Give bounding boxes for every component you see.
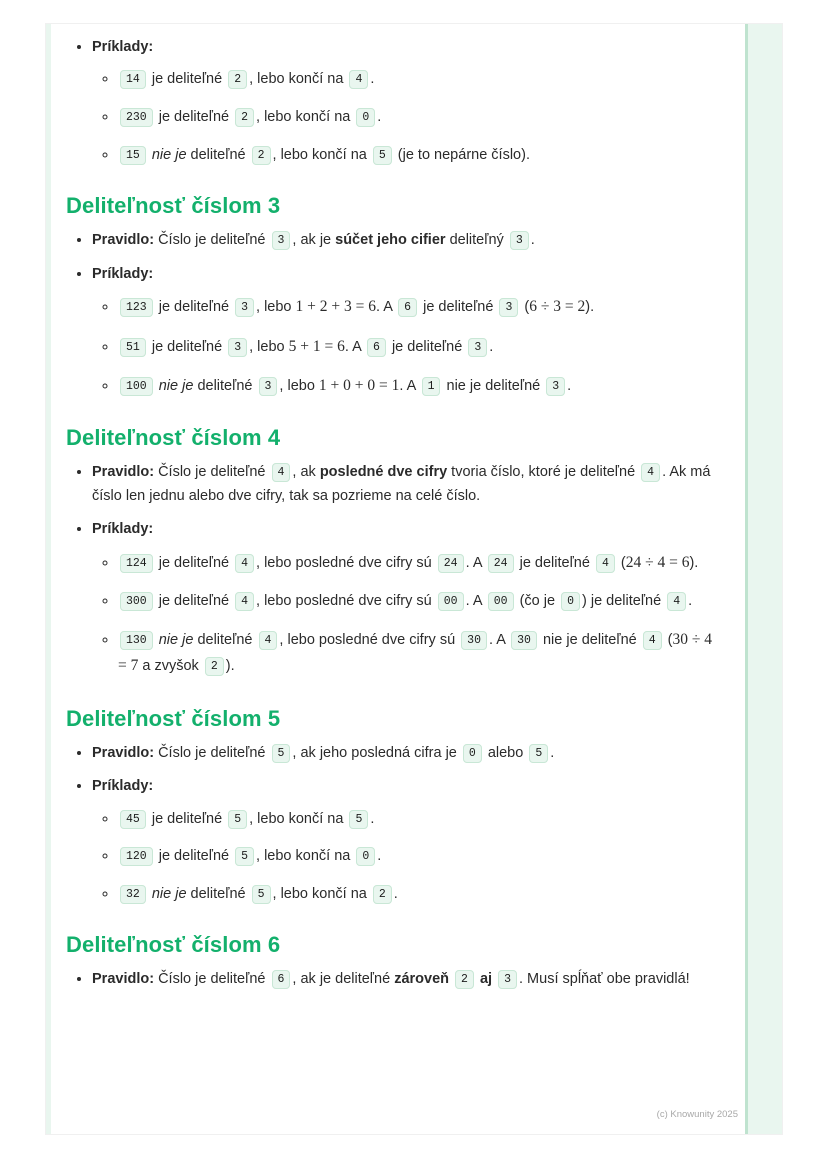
number-chip: 4 (596, 554, 615, 573)
body-text: , lebo posledné dve cifry sú (256, 593, 436, 610)
example-item (118, 143, 714, 168)
body-text: , lebo (279, 378, 319, 395)
body-text: a zvyšok (138, 658, 203, 675)
bullet-list (66, 229, 714, 399)
body-text: , ak je deliteľné (292, 971, 395, 988)
emphasis-text: Pravidlo: (92, 744, 155, 761)
body-text: . (370, 71, 375, 88)
number-chip: 100 (120, 377, 153, 396)
body-text (449, 971, 453, 987)
number-chip: 2 (252, 146, 271, 165)
examples-label: Príklady: (92, 521, 154, 538)
body-text: , lebo posledné dve cifry sú (256, 554, 436, 571)
body-text: Číslo je deliteľné (154, 464, 270, 481)
body-text: je deliteľné (154, 593, 234, 610)
list-item (92, 742, 714, 765)
examples-label: Príklady: (92, 39, 154, 55)
examples-label: Príklady: (92, 265, 154, 282)
number-chip: 2 (228, 70, 247, 89)
body-text: ( (520, 299, 530, 316)
number-chip: 00 (488, 592, 514, 611)
example-item (118, 105, 714, 130)
body-text: deliteľné (197, 378, 257, 395)
number-chip: 4 (235, 554, 254, 573)
number-chip: 4 (643, 631, 662, 650)
number-chip: 4 (667, 592, 686, 611)
emphasis-text: aj (479, 971, 493, 988)
number-chip: 00 (438, 592, 464, 611)
number-chip: 0 (356, 847, 375, 866)
number-chip: 24 (488, 554, 514, 573)
body-text: ( (663, 631, 673, 648)
math-expression: 30 ÷ 4 = 7 (118, 630, 713, 675)
number-chip: 4 (349, 70, 368, 89)
number-chip: 123 (120, 298, 153, 317)
body-text: , lebo končí na (272, 885, 371, 902)
body-text: . (393, 885, 398, 902)
copyright-footer: (c) Knowunity 2025 (656, 1109, 738, 1120)
number-chip: 4 (641, 463, 660, 482)
example-item (118, 334, 714, 360)
body-text: . A (465, 593, 486, 610)
body-text: . (377, 109, 382, 126)
bullet-list (66, 461, 714, 679)
number-chip: 3 (498, 970, 517, 989)
number-chip: 3 (468, 338, 487, 357)
number-chip: 32 (120, 885, 146, 904)
italic-text: nie je (154, 378, 198, 395)
body-text: . (688, 593, 693, 610)
number-chip: 3 (546, 377, 565, 396)
italic-text: nie je (147, 146, 191, 163)
number-chip: 15 (120, 146, 146, 165)
body-text: je deliteľné (154, 109, 234, 126)
math-expression: 5 + 1 = 6 (288, 337, 345, 355)
page-left-accent-bar (46, 24, 51, 1134)
body-text: . Ak má číslo len jednu alebo dve cifry, tak sa pozrieme na celé číslo. (92, 464, 711, 504)
example-item (118, 589, 714, 614)
math-expression: 1 + 2 + 3 = 6 (295, 298, 376, 316)
emphasis-text: Pravidlo: (92, 464, 155, 481)
body-text: deliteľné (197, 631, 257, 648)
body-text: . (377, 848, 382, 865)
list-item (92, 968, 714, 991)
body-text: , lebo končí na (256, 109, 355, 126)
body-text: . A (465, 554, 486, 571)
number-chip: 2 (455, 970, 474, 989)
body-text: je deliteľné (154, 299, 234, 316)
example-item (118, 627, 714, 680)
list-item (92, 36, 714, 167)
number-chip: 3 (499, 298, 518, 317)
section-heading: Deliteľnosť číslom 6 (66, 932, 281, 958)
body-text: ). (225, 658, 235, 675)
number-chip: 3 (228, 338, 247, 357)
body-text: nie je deliteľné (538, 631, 641, 648)
number-chip: 4 (235, 592, 254, 611)
body-text: je deliteľné (147, 338, 227, 355)
number-chip: 5 (529, 744, 548, 763)
list-item (92, 461, 714, 508)
body-text: . A (488, 631, 510, 648)
number-chip: 14 (120, 70, 146, 89)
body-text: . (370, 810, 375, 827)
number-chip: 45 (120, 810, 146, 829)
number-chip: 6 (367, 338, 386, 357)
number-chip: 2 (235, 108, 254, 127)
body-text: . (530, 232, 535, 249)
body-text (492, 971, 496, 987)
example-sublist (92, 807, 714, 907)
emphasis-text: zároveň (394, 971, 449, 988)
body-text: Číslo je deliteľné (154, 744, 270, 761)
number-chip: 51 (120, 338, 146, 357)
body-text: tvoria číslo, ktoré je deliteľné (447, 464, 640, 481)
body-text: . A (376, 299, 397, 316)
number-chip: 0 (463, 744, 482, 763)
number-chip: 2 (373, 885, 392, 904)
body-text: , ak jeho posledná cifra je (292, 744, 461, 761)
body-text: nie je deliteľné (442, 378, 545, 395)
example-sublist (92, 294, 714, 399)
body-text: ) je deliteľné (581, 593, 666, 610)
emphasis-text: súčet jeho cifier (335, 232, 446, 249)
number-chip: 1 (422, 377, 441, 396)
number-chip: 230 (120, 108, 153, 127)
body-text: Číslo je deliteľné (154, 971, 270, 988)
body-text: je deliteľné (387, 338, 467, 355)
number-chip: 0 (561, 592, 580, 611)
body-text: alebo (483, 744, 528, 761)
body-text: , lebo posledné dve cifry sú (279, 631, 460, 648)
example-item (118, 807, 714, 832)
body-text: deliteľné (190, 146, 250, 163)
body-text: . A (344, 338, 366, 355)
bullet-list (66, 36, 714, 167)
body-text: . (567, 378, 572, 395)
example-item (118, 844, 714, 869)
number-chip: 30 (511, 631, 537, 650)
section-heading: Deliteľnosť číslom 3 (66, 193, 281, 219)
number-chip: 5 (235, 847, 254, 866)
emphasis-text: Pravidlo: (92, 971, 155, 988)
body-text: , lebo (256, 299, 296, 316)
number-chip: 6 (272, 970, 291, 989)
math-expression: 1 + 0 + 0 = 1 (318, 377, 400, 395)
body-text: Číslo je deliteľné (154, 232, 270, 249)
body-text: deliteľný (445, 232, 508, 249)
math-expression: 6 ÷ 3 = 2 (529, 298, 586, 316)
body-text: . Musí spĺňať obe pravidlá! (519, 971, 690, 988)
example-sublist (92, 550, 714, 680)
number-chip: 5 (252, 885, 271, 904)
body-text: . (489, 338, 494, 355)
body-text: ). (585, 299, 595, 316)
body-text: (je to nepárne číslo). (393, 146, 530, 163)
number-chip: 120 (120, 847, 153, 866)
number-chip: 2 (205, 657, 224, 676)
number-chip: 5 (349, 810, 368, 829)
number-chip: 0 (356, 108, 375, 127)
document-page (46, 24, 782, 1134)
body-text: ( (616, 554, 626, 571)
examples-label: Príklady: (92, 778, 154, 795)
number-chip: 3 (259, 377, 278, 396)
italic-text: nie je (154, 631, 198, 648)
number-chip: 3 (272, 231, 291, 250)
body-text: deliteľné (190, 885, 250, 902)
body-text: , ak je (292, 232, 336, 249)
example-item (118, 67, 714, 92)
body-text: , lebo končí na (249, 810, 348, 827)
page-right-accent-bar (748, 24, 782, 1134)
body-text: , lebo končí na (256, 848, 355, 865)
section-heading: Deliteľnosť číslom 5 (66, 705, 281, 731)
number-chip: 5 (228, 810, 247, 829)
number-chip: 5 (373, 146, 392, 165)
list-item (92, 518, 714, 679)
body-text: . A (399, 378, 420, 395)
number-chip: 30 (461, 631, 487, 650)
bullet-list (66, 968, 714, 991)
body-text: . (550, 744, 555, 761)
section-heading: Deliteľnosť číslom 4 (66, 425, 281, 451)
example-item (118, 550, 714, 576)
list-item (92, 775, 714, 906)
example-item (118, 373, 714, 399)
number-chip: 4 (272, 463, 291, 482)
body-text: je deliteľné (147, 71, 227, 88)
example-sublist (92, 67, 714, 167)
body-text: , lebo (249, 338, 289, 355)
document-content (66, 36, 714, 1002)
bullet-list (66, 742, 714, 907)
body-text: je deliteľné (147, 810, 227, 827)
number-chip: 130 (120, 631, 153, 650)
body-text: ). (689, 554, 699, 571)
body-text: , lebo končí na (249, 71, 348, 88)
emphasis-text: posledné dve cifry (319, 464, 448, 481)
body-text: , ak (292, 464, 320, 481)
number-chip: 5 (272, 744, 291, 763)
number-chip: 300 (120, 592, 153, 611)
list-item (92, 229, 714, 252)
emphasis-text: Pravidlo: (92, 232, 155, 249)
number-chip: 3 (510, 231, 529, 250)
list-item (92, 263, 714, 400)
body-text: je deliteľné (515, 554, 594, 571)
number-chip: 3 (235, 298, 254, 317)
body-text: je deliteľné (154, 554, 234, 571)
number-chip: 4 (259, 631, 278, 650)
body-text: , lebo končí na (272, 146, 371, 163)
number-chip: 124 (120, 554, 153, 573)
example-item (118, 294, 714, 320)
example-item (118, 882, 714, 907)
body-text: (čo je (515, 593, 560, 610)
italic-text: nie je (147, 885, 191, 902)
number-chip: 24 (438, 554, 464, 573)
number-chip: 6 (398, 298, 417, 317)
math-expression: 24 ÷ 4 = 6 (625, 553, 690, 571)
body-text: je deliteľné (154, 848, 234, 865)
body-text: je deliteľné (419, 299, 498, 316)
